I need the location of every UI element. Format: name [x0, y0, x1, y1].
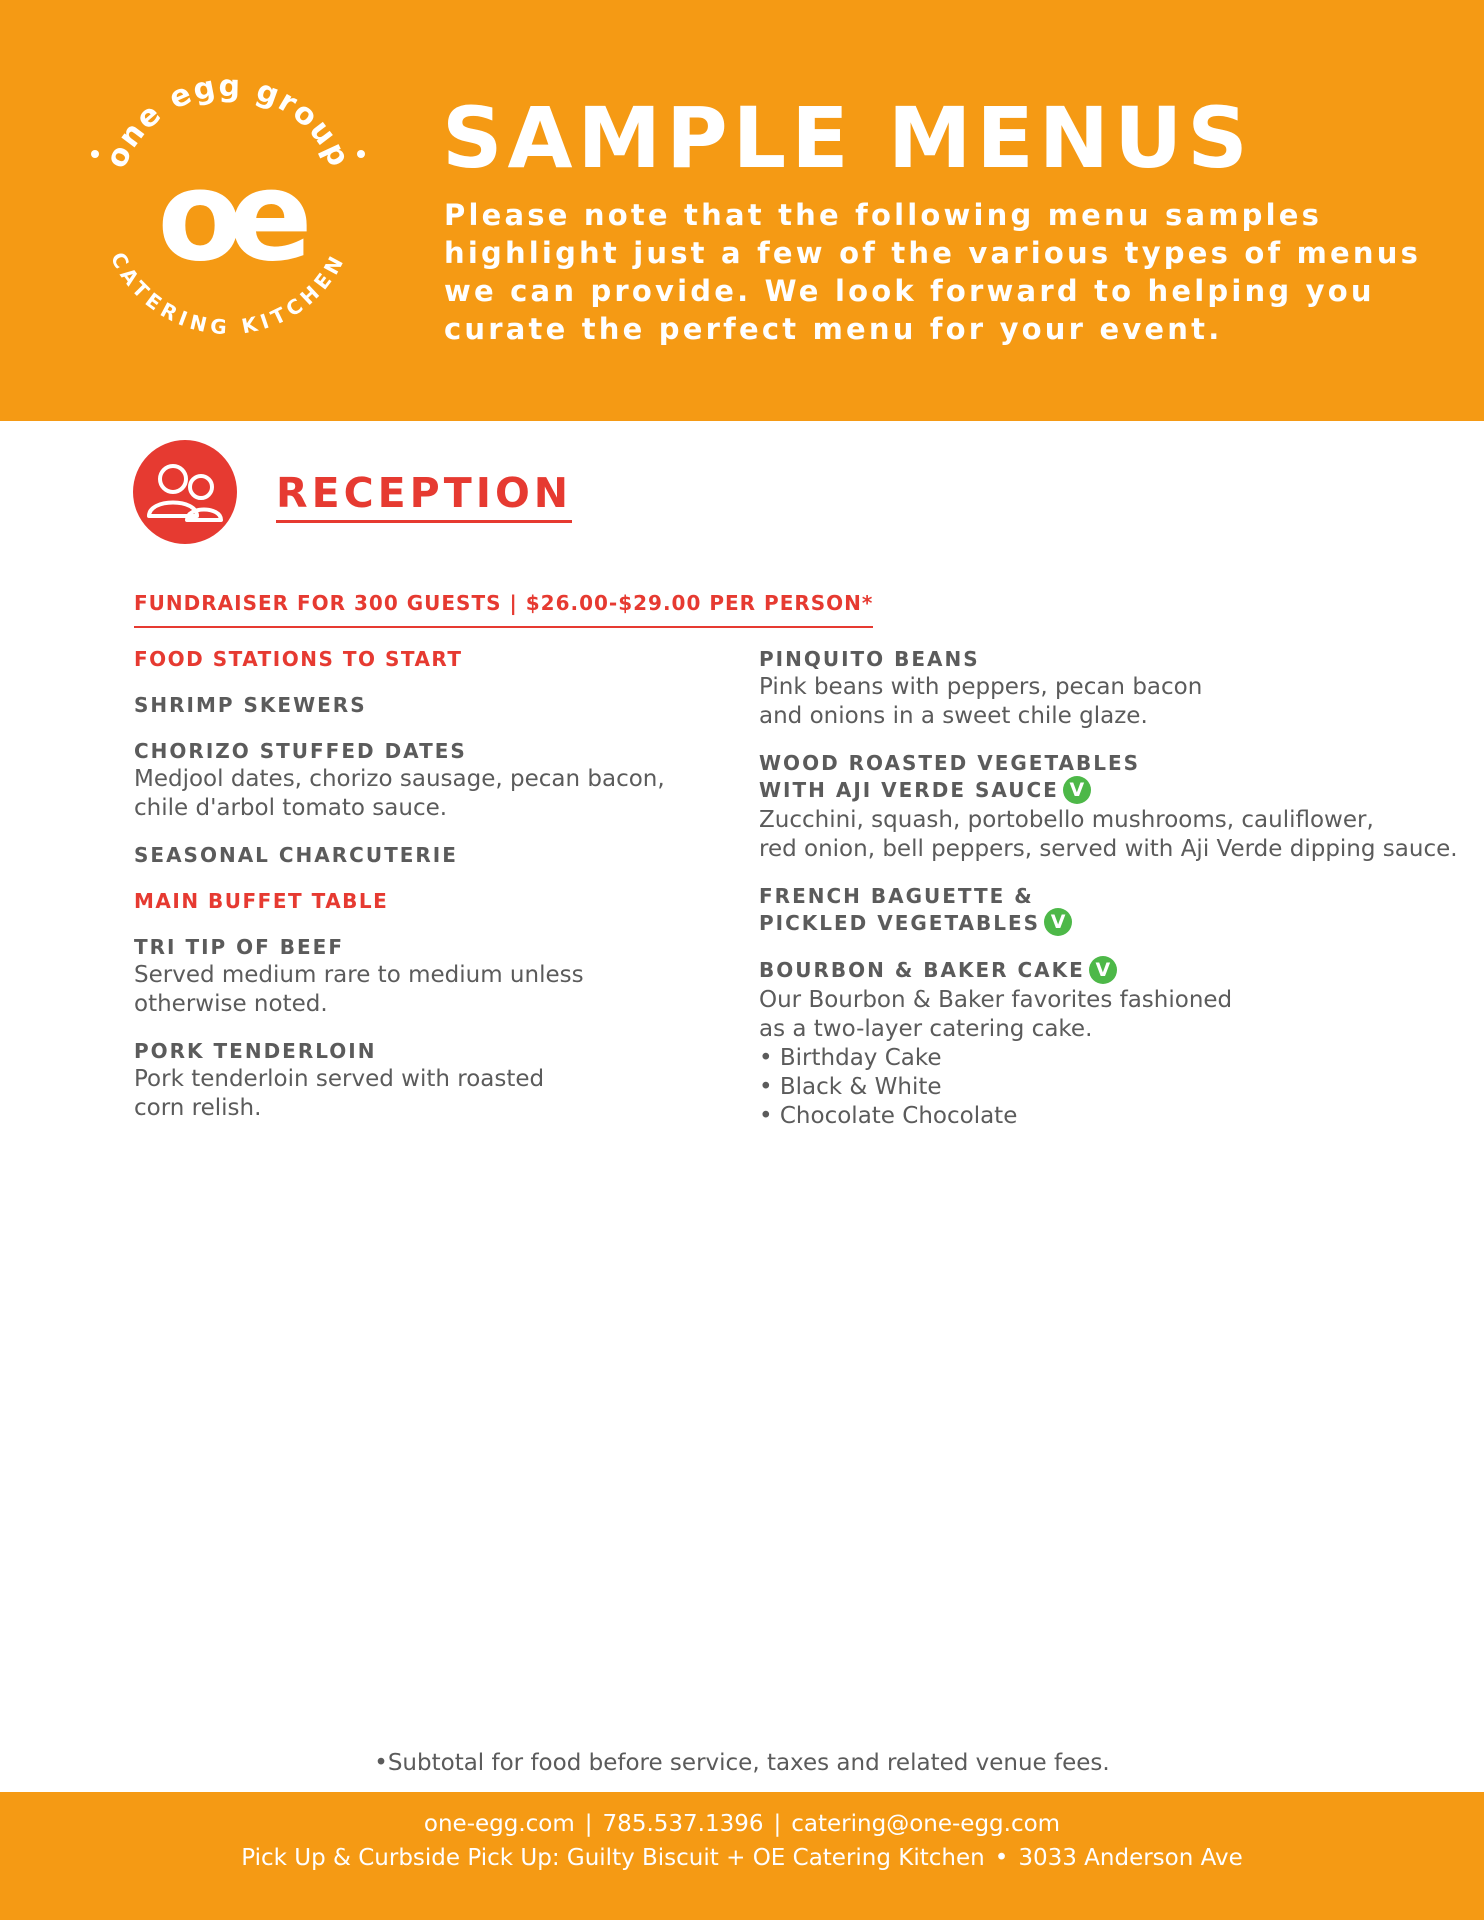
menu-item-name-text: BOURBON & BAKER CAKE: [759, 958, 1085, 982]
menu-item-description: and onions in a sweet chile glaze.: [759, 703, 1148, 729]
menu-right-column: [759, 646, 1469, 1150]
vegetarian-icon: V: [1044, 908, 1072, 936]
menu-item-description: chile d'arbol tomato sauce.: [134, 795, 448, 821]
logo-bottom-text: CATERING KITCHEN: [105, 248, 351, 340]
section-heading-buffet: MAIN BUFFET TABLE: [134, 889, 389, 913]
menu-item-name-line: [759, 957, 1469, 986]
menu-item-description: Zucchini, squash, portobello mushrooms, cauliflower,: [759, 806, 1374, 833]
menu-left-column: [134, 646, 714, 1142]
logo-monogram: oe: [157, 145, 299, 289]
menu-item-name: SEASONAL CHARCUTERIE: [134, 843, 458, 867]
people-icon: [133, 440, 237, 544]
menu-item-description: as a two-layer catering cake.: [759, 1015, 1093, 1042]
menu-item-name: FRENCH BAGUETTE &: [759, 883, 1034, 908]
intro-text: Please note that the following menu samples highlight just a few of the various types of menus we can provide. We look forward to helping you curate the perfect menu for your event.: [444, 198, 1422, 346]
menu-item-description: corn relish.: [134, 1095, 262, 1121]
menu-item: [134, 1038, 714, 1123]
menu-item: [759, 883, 1469, 939]
menu-item-name: TRI TIP OF BEEF: [134, 935, 345, 959]
email-link[interactable]: catering@one-egg.com: [791, 1811, 1061, 1837]
section-title: RECEPTION: [276, 468, 572, 523]
pickup-info: Pick Up & Curbside Pick Up: Guilty Biscuit + OE Catering Kitchen: [241, 1845, 985, 1871]
menu-item-name: WOOD ROASTED VEGETABLES: [759, 751, 1141, 775]
menu-item-name-line: [759, 910, 1469, 939]
divider: |: [584, 1811, 593, 1837]
menu-item-description: Served medium rare to medium unless: [134, 962, 584, 988]
menu-item-description: Pink beans with peppers, pecan bacon: [759, 674, 1203, 700]
menu-item-name-text: WITH AJI VERDE SAUCE: [759, 778, 1059, 802]
menu-item-name-line: [759, 777, 1469, 806]
phone-number[interactable]: 785.537.1396: [602, 1811, 764, 1837]
menu-item-name: PINQUITO BEANS: [759, 647, 980, 671]
list-item: • Birthday Cake: [759, 1044, 942, 1071]
bullet-separator: •: [994, 1845, 1009, 1871]
cake-options-list: [759, 1044, 1469, 1131]
vegetarian-icon: V: [1063, 776, 1091, 804]
menu-item: [134, 738, 714, 823]
menu-item-name: SHRIMP SKEWERS: [134, 693, 367, 717]
list-item: • Chocolate Chocolate: [759, 1102, 1018, 1129]
vegetarian-icon: V: [1089, 956, 1117, 984]
menu-item-description: Pork tenderloin served with roasted: [134, 1066, 545, 1092]
footer-banner: [0, 1792, 1484, 1920]
menu-item: [134, 934, 714, 1019]
menu-item-name: PORK TENDERLOIN: [134, 1039, 377, 1063]
menu-item: [759, 646, 1469, 731]
logo-top-text: one egg group: [98, 68, 358, 174]
menu-item-description: red onion, bell peppers, served with Aji Verde dipping sauce.: [759, 835, 1458, 862]
footer-contact-line: [0, 1808, 1484, 1840]
divider: |: [773, 1811, 782, 1837]
menu-item-description: otherwise noted.: [134, 991, 328, 1017]
page-title: SAMPLE MENUS: [442, 89, 1253, 187]
footer-pickup-line: [0, 1842, 1484, 1874]
header-banner: [0, 0, 1484, 421]
website-link[interactable]: one-egg.com: [423, 1811, 575, 1837]
section-heading-stations: FOOD STATIONS TO START: [134, 647, 463, 671]
menu-item-name-text: PICKLED VEGETABLES: [759, 910, 1041, 935]
menu-item: [759, 957, 1469, 1131]
menu-item-description: Medjool dates, chorizo sausage, pecan bacon,: [134, 766, 665, 792]
menu-item-description: Our Bourbon & Baker favorites fashioned: [759, 986, 1233, 1013]
menu-item: [134, 692, 714, 719]
list-item: • Black & White: [759, 1073, 942, 1100]
one-egg-group-logo: [78, 56, 378, 356]
menu-item: [759, 750, 1469, 864]
address: 3033 Anderson Ave: [1018, 1845, 1243, 1871]
menu-item: [134, 842, 714, 869]
pricing-footnote: •Subtotal for food before service, taxes and related venue fees.: [374, 1750, 1110, 1776]
section-subtitle: FUNDRAISER FOR 300 GUESTS | $26.00-$29.00 PER PERSON*: [134, 588, 873, 628]
menu-item-name: CHORIZO STUFFED DATES: [134, 739, 467, 763]
